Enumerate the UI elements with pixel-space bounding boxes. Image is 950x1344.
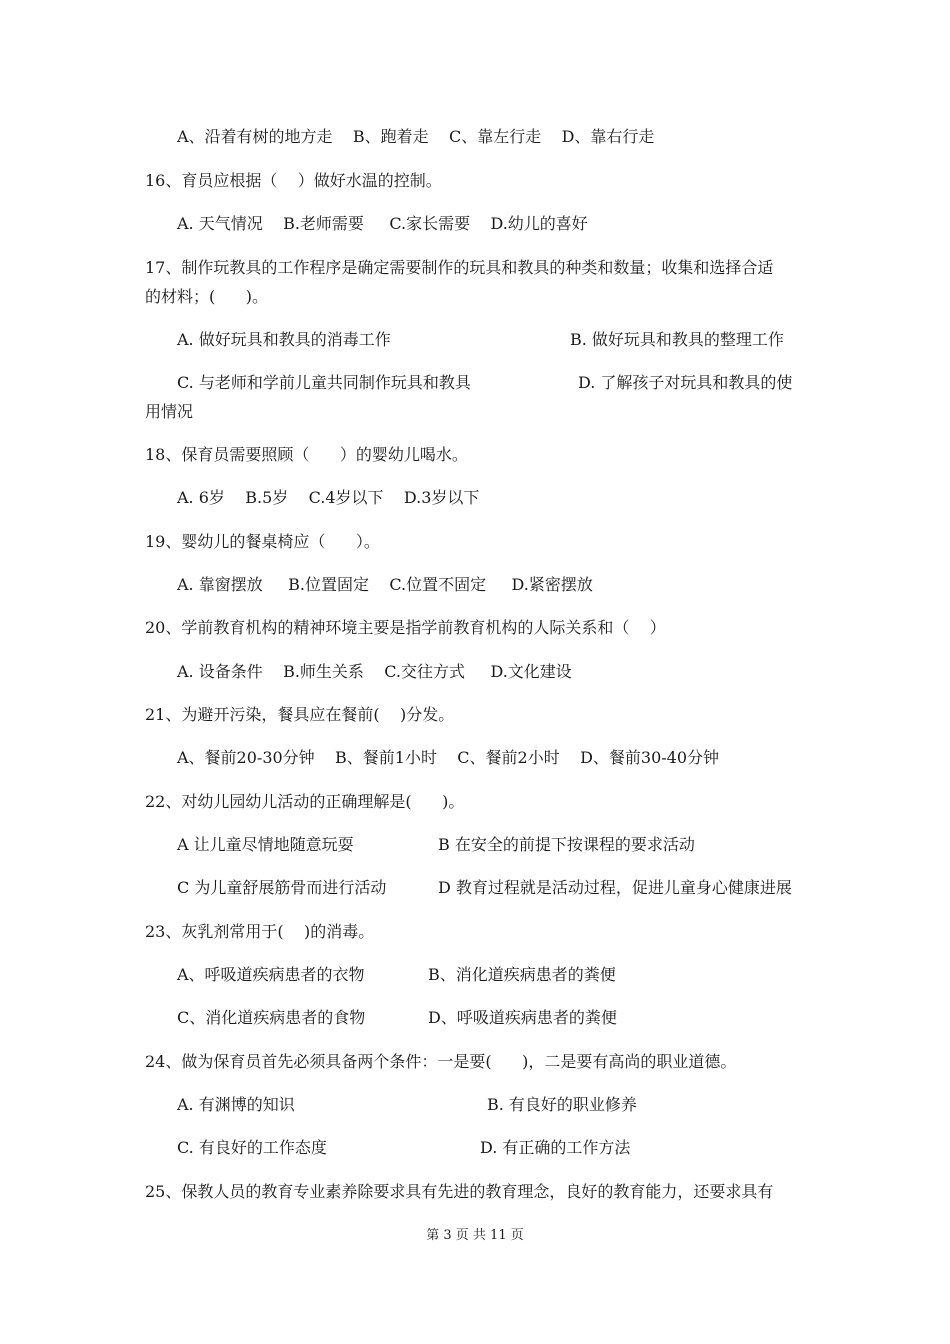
q17-option-c: C. 与老师和学前儿童共同制作玩具和教具 <box>177 373 471 392</box>
q19-stem: 19、婴幼儿的餐桌椅应（ ）。 <box>145 532 380 551</box>
q23-option-b: B、消化道疾病患者的粪便 <box>428 965 616 984</box>
q21-stem: 21、为避开污染，餐具应在餐前( )分发。 <box>145 705 455 724</box>
q17-option-d: D. 了解孩子对玩具和教具的使 <box>578 373 793 392</box>
q22-option-b: B 在安全的前提下按课程的要求活动 <box>438 835 695 854</box>
q20-options: A. 设备条件 B.师生关系 C.交往方式 D.文化建设 <box>177 662 572 681</box>
page-number-footer: 第 3 页 共 11 页 <box>426 1228 524 1243</box>
q24-option-c: C. 有良好的工作态度 <box>177 1138 327 1157</box>
q23-option-d: D、呼吸道疾病患者的粪便 <box>428 1008 617 1027</box>
q17-stem-line1: 17、制作玩教具的工作程序是确定需要制作的玩具和教具的种类和数量；收集和选择合适 <box>145 258 774 277</box>
q23-option-c: C、消化道疾病患者的食物 <box>177 1008 366 1027</box>
q25-stem: 25、保教人员的教育专业素养除要求具有先进的教育理念，良好的教育能力，还要求具有 <box>145 1182 774 1201</box>
q19-options: A. 靠窗摆放 B.位置固定 C.位置不固定 D.紧密摆放 <box>177 575 593 594</box>
q21-options: A、餐前20-30分钟 B、餐前1小时 C、餐前2小时 D、餐前30-40分钟 <box>177 748 720 767</box>
q22-option-d: D 教育过程就是活动过程，促进儿童身心健康进展 <box>438 878 792 897</box>
q15-options: A、沿着有树的地方走 B、跑着走 C、靠左行走 D、靠右行走 <box>177 127 655 146</box>
q17-option-b: B. 做好玩具和教具的整理工作 <box>570 330 784 349</box>
q16-options: A. 天气情况 B.老师需要 C.家长需要 D.幼儿的喜好 <box>177 214 588 233</box>
q18-stem: 18、保育员需要照顾（ ）的婴幼儿喝水。 <box>145 445 468 464</box>
q23-option-a: A、呼吸道疾病患者的衣物 <box>177 965 365 984</box>
q24-option-d: D. 有正确的工作方法 <box>480 1138 631 1157</box>
q18-options: A. 6岁 B.5岁 C.4岁以下 D.3岁以下 <box>177 488 480 507</box>
q24-option-b: B. 有良好的职业修养 <box>487 1095 637 1114</box>
q22-option-c: C 为儿童舒展筋骨而进行活动 <box>177 878 387 897</box>
q20-stem: 20、学前教育机构的精神环境主要是指学前教育机构的人际关系和（ ） <box>145 618 666 637</box>
q22-stem: 22、对幼儿园幼儿活动的正确理解是( )。 <box>145 792 465 811</box>
q17-option-a: A. 做好玩具和教具的消毒工作 <box>177 330 391 349</box>
q24-option-a: A. 有渊博的知识 <box>177 1095 295 1114</box>
q16-stem: 16、育员应根据（ ）做好水温的控制。 <box>145 171 442 190</box>
q23-stem: 23、灰乳剂常用于( )的消毒。 <box>145 922 375 941</box>
q17-option-d-cont: 用情况 <box>145 402 194 421</box>
q17-stem-line2: 的材料；( )。 <box>145 287 269 306</box>
q22-option-a: A 让儿童尽情地随意玩耍 <box>177 835 354 854</box>
q24-stem: 24、做为保育员首先必须具备两个条件：一是要( )，二是要有高尚的职业道德。 <box>145 1052 737 1071</box>
